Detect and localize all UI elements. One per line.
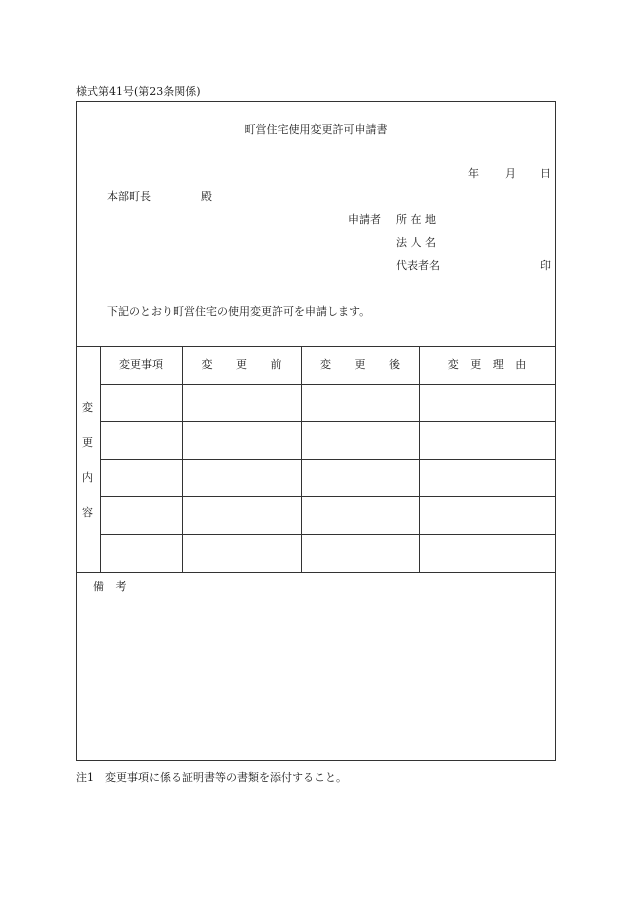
column-divider [301, 346, 302, 572]
addressee-honorific: 殿 [201, 190, 212, 203]
form-number: 様式第41号(第23条関係) [76, 85, 201, 98]
date-year: 年 [468, 167, 479, 180]
column-divider [419, 346, 420, 572]
remarks-label: 備 考 [93, 580, 127, 593]
form-title: 町営住宅使用変更許可申請書 [244, 123, 388, 136]
corp-name-label: 法 人 名 [396, 236, 436, 249]
seal-mark: 印 [540, 259, 551, 272]
side-label-divider [100, 346, 101, 572]
address-label: 所 在 地 [396, 213, 436, 226]
table-top-border [77, 346, 555, 347]
side-label-char: 更 [82, 436, 93, 449]
table-row-line [100, 534, 555, 535]
header-change-item: 変更事項 [119, 358, 163, 371]
table-row-line [100, 459, 555, 460]
side-label-char: 変 [82, 401, 93, 414]
header-before-change: 変 更 前 [201, 358, 282, 371]
date-day: 日 [540, 167, 551, 180]
table-row-line [100, 496, 555, 497]
date-month: 月 [505, 167, 516, 180]
applicant-label: 申請者 [348, 213, 381, 226]
footnote: 注1 変更事項に係る証明書等の書類を添付すること。 [76, 771, 347, 784]
request-text: 下記のとおり町営住宅の使用変更許可を申請します。 [107, 305, 371, 318]
header-after-change: 変 更 後 [320, 358, 400, 371]
table-header-separator [100, 384, 555, 385]
representative-label: 代表者名 [396, 259, 440, 272]
side-label-char: 容 [82, 506, 93, 519]
addressee-name: 本部町長 [107, 190, 151, 203]
header-change-reason: 変 更 理 由 [447, 358, 527, 371]
table-bottom-border [77, 572, 555, 573]
column-divider [182, 346, 183, 572]
side-label-char: 内 [82, 471, 93, 484]
table-row-line [100, 421, 555, 422]
